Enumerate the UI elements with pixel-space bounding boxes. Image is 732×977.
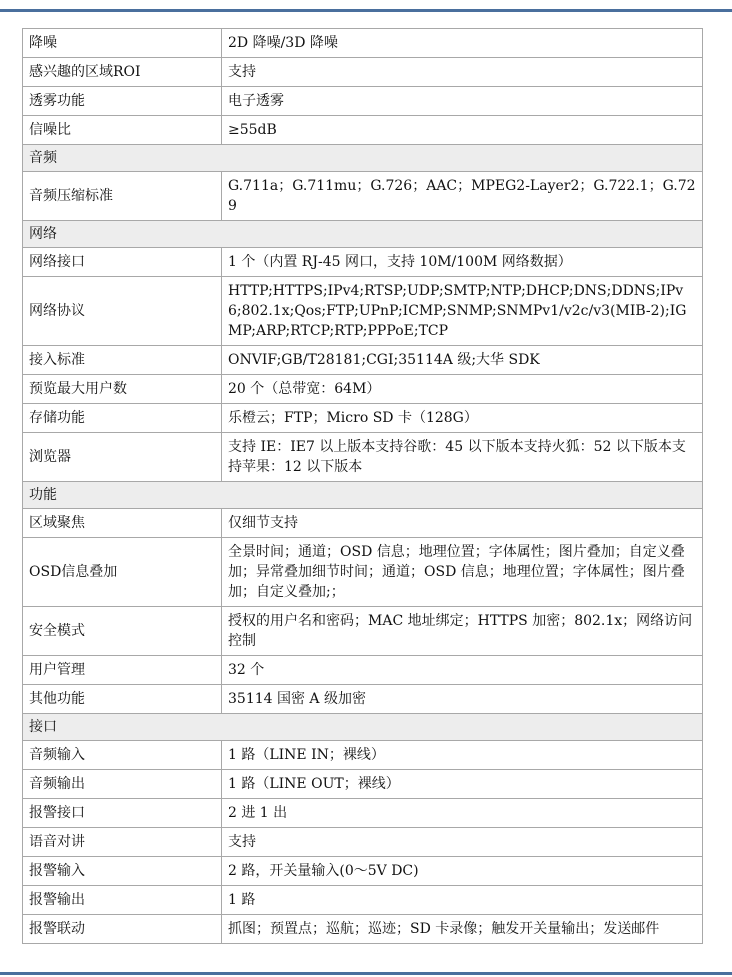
- table-row: [23, 770, 703, 799]
- spec-value: 1 路（LINE OUT；裸线）: [222, 770, 703, 799]
- table-row: [23, 346, 703, 375]
- bottom-rule: [0, 972, 732, 975]
- section-title: 音频: [23, 145, 703, 172]
- section-row: [23, 145, 703, 172]
- spec-value: 全景时间；通道；OSD 信息；地理位置；字体属性；图片叠加；自定义叠加；异常叠加细节时间；通道；OSD 信息；地理位置；字体属性；图片叠加；自定义叠加;；: [222, 538, 703, 607]
- spec-table: [22, 28, 703, 944]
- table-row: [23, 915, 703, 944]
- spec-label: 音频压缩标准: [23, 172, 222, 221]
- spec-value: G.711a；G.711mu；G.726；AAC；MPEG2-Layer2；G.722.1；G.729: [222, 172, 703, 221]
- spec-label: 接入标准: [23, 346, 222, 375]
- spec-label: 其他功能: [23, 685, 222, 714]
- spec-value: 1 路: [222, 886, 703, 915]
- spec-value: 乐橙云；FTP；Micro SD 卡（128G）: [222, 404, 703, 433]
- table-row: [23, 375, 703, 404]
- spec-label: 语音对讲: [23, 828, 222, 857]
- spec-value: ≥55dB: [222, 116, 703, 145]
- spec-label: 报警联动: [23, 915, 222, 944]
- spec-value: 32 个: [222, 656, 703, 685]
- table-row: [23, 538, 703, 607]
- spec-label: 浏览器: [23, 433, 222, 482]
- table-row: [23, 58, 703, 87]
- section-row: [23, 482, 703, 509]
- table-row: [23, 886, 703, 915]
- spec-label: 用户管理: [23, 656, 222, 685]
- table-row: [23, 741, 703, 770]
- spec-value: 仅细节支持: [222, 509, 703, 538]
- spec-value: 1 路（LINE IN；裸线）: [222, 741, 703, 770]
- table-row: [23, 656, 703, 685]
- spec-value: 电子透雾: [222, 87, 703, 116]
- table-row: [23, 433, 703, 482]
- spec-label: 信噪比: [23, 116, 222, 145]
- spec-value: 2 路，开关量输入(0～5V DC): [222, 857, 703, 886]
- section-title: 功能: [23, 482, 703, 509]
- spec-value: 授权的用户名和密码；MAC 地址绑定；HTTPS 加密；802.1x；网络访问控制: [222, 607, 703, 656]
- section-row: [23, 221, 703, 248]
- spec-label: 网络接口: [23, 248, 222, 277]
- spec-value: HTTP;HTTPS;IPv4;RTSP;UDP;SMTP;NTP;DHCP;DNS;DDNS;IPv6;802.1x;Qos;FTP;UPnP;ICMP;SNMP;SNMPv1/v2c/v3(MIB-2);IGMP;ARP;RTCP;RTP;PPPoE;TCP: [222, 277, 703, 346]
- spec-value: 35114 国密 A 级加密: [222, 685, 703, 714]
- table-row: [23, 248, 703, 277]
- table-row: [23, 607, 703, 656]
- spec-value: 20 个（总带宽：64M）: [222, 375, 703, 404]
- spec-label: 区域聚焦: [23, 509, 222, 538]
- spec-value: 2 进 1 出: [222, 799, 703, 828]
- table-row: [23, 799, 703, 828]
- spec-value: 支持: [222, 58, 703, 87]
- table-row: [23, 277, 703, 346]
- spec-label: 降噪: [23, 29, 222, 58]
- table-row: [23, 857, 703, 886]
- table-row: [23, 509, 703, 538]
- spec-value: 抓图；预置点；巡航；巡迹；SD 卡录像；触发开关量输出；发送邮件: [222, 915, 703, 944]
- spec-label: 预览最大用户数: [23, 375, 222, 404]
- table-row: [23, 29, 703, 58]
- spec-label: 报警输出: [23, 886, 222, 915]
- table-row: [23, 404, 703, 433]
- spec-label: 感兴趣的区域ROI: [23, 58, 222, 87]
- spec-table-body: [23, 29, 703, 944]
- spec-label: 音频输入: [23, 741, 222, 770]
- spec-label: 报警接口: [23, 799, 222, 828]
- section-title: 接口: [23, 714, 703, 741]
- spec-label: 音频输出: [23, 770, 222, 799]
- section-title: 网络: [23, 221, 703, 248]
- spec-value: ONVIF;GB/T28181;CGI;35114A 级;大华 SDK: [222, 346, 703, 375]
- spec-label: 报警输入: [23, 857, 222, 886]
- spec-label: 安全模式: [23, 607, 222, 656]
- table-row: [23, 685, 703, 714]
- top-rule: [0, 0, 732, 13]
- spec-value: 支持 IE：IE7 以上版本支持谷歌：45 以下版本支持火狐：52 以下版本支持苹果：12 以下版本: [222, 433, 703, 482]
- table-row: [23, 172, 703, 221]
- table-row: [23, 828, 703, 857]
- table-row: [23, 87, 703, 116]
- table-row: [23, 116, 703, 145]
- spec-label: 存储功能: [23, 404, 222, 433]
- spec-value: 支持: [222, 828, 703, 857]
- spec-value: 1 个（内置 RJ-45 网口，支持 10M/100M 网络数据）: [222, 248, 703, 277]
- spec-label: 网络协议: [23, 277, 222, 346]
- spec-label: OSD信息叠加: [23, 538, 222, 607]
- spec-label: 透雾功能: [23, 87, 222, 116]
- spec-value: 2D 降噪/3D 降噪: [222, 29, 703, 58]
- section-row: [23, 714, 703, 741]
